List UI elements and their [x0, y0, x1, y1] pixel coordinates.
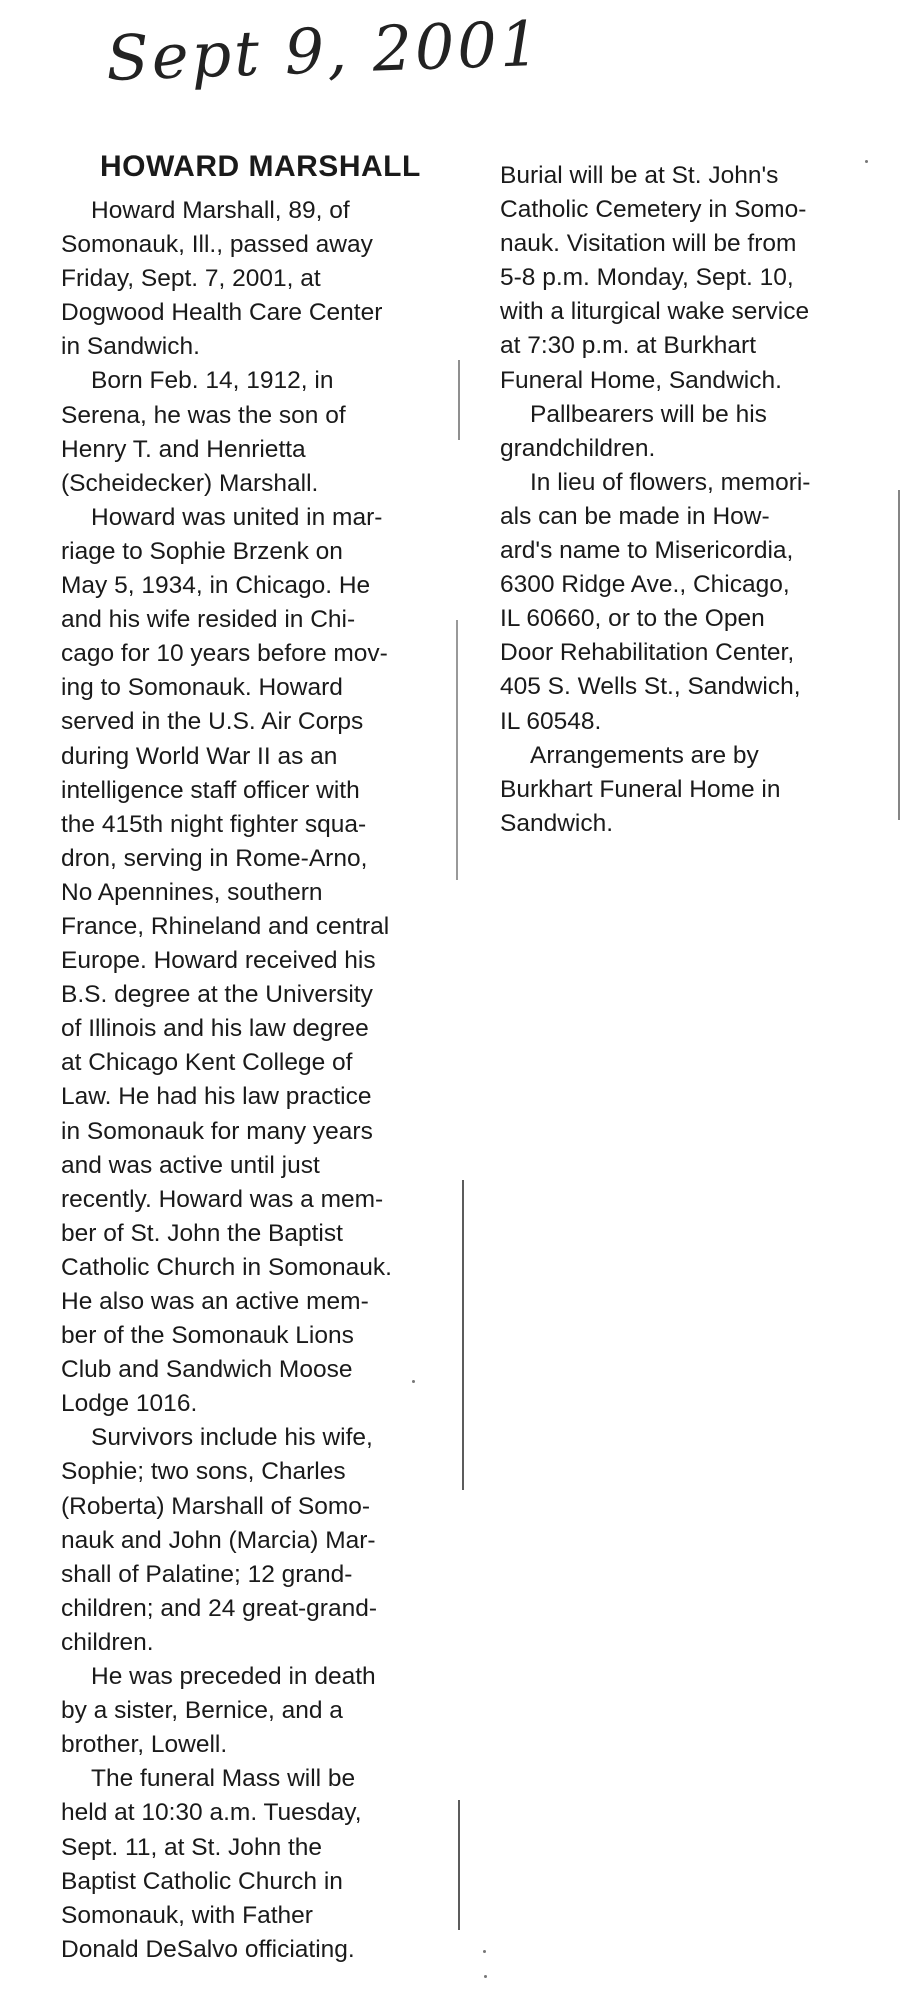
text-line: cago for 10 years before mov- — [61, 640, 388, 668]
text-line: als can be made in How- — [500, 502, 770, 530]
text-line: ard's name to Misericordia, — [500, 537, 794, 565]
column-rule — [458, 1800, 460, 1930]
text-line: the 415th night fighter squa- — [61, 810, 367, 838]
text-line: children. — [61, 1628, 154, 1656]
scan-speck — [483, 1950, 486, 1953]
text-line: Funeral Home, Sandwich. — [500, 366, 782, 394]
text-line: held at 10:30 a.m. Tuesday, — [61, 1799, 362, 1827]
text-line: IL 60548. — [500, 707, 602, 735]
text-line: Law. He had his law practice — [61, 1083, 372, 1111]
text-line: 405 S. Wells St., Sandwich, — [500, 673, 801, 701]
text-line: Catholic Church in Somonauk. — [61, 1253, 392, 1281]
left-text-column — [61, 194, 456, 1967]
scan-speck — [484, 1975, 487, 1978]
text-line: shall of Palatine; 12 grand- — [61, 1560, 353, 1588]
text-line: B.S. degree at the University — [61, 981, 373, 1009]
text-line: Somonauk, with Father — [61, 1901, 313, 1929]
text-line: Sept. 11, at St. John the — [61, 1833, 323, 1861]
text-line: Arrangements are by — [530, 741, 759, 769]
text-line: dron, serving in Rome-Arno, — [61, 844, 368, 872]
text-line: and was active until just — [61, 1151, 320, 1179]
text-line: Howard was united in mar- — [91, 503, 383, 531]
text-line: IL 60660, or to the Open — [500, 605, 765, 633]
text-line: served in the U.S. Air Corps — [61, 708, 364, 736]
handwritten-date: Sept 9, 2001 — [105, 6, 544, 95]
text-line: Sophie; two sons, Charles — [61, 1458, 346, 1486]
text-line: Club and Sandwich Moose — [61, 1356, 353, 1384]
text-line: Dogwood Health Care Center — [61, 299, 383, 327]
text-line: brother, Lowell. — [61, 1731, 228, 1759]
text-line: with a liturgical wake service — [500, 298, 810, 326]
obituary-headline: HOWARD MARSHALL — [100, 150, 421, 183]
text-line: 6300 Ridge Ave., Chicago, — [500, 571, 790, 599]
text-line: 5-8 p.m. Monday, Sept. 10, — [500, 264, 794, 292]
text-line: Serena, he was the son of — [61, 401, 346, 429]
text-line: Survivors include his wife, — [91, 1424, 373, 1452]
text-line: Catholic Cemetery in Somo- — [500, 196, 807, 224]
text-line: at 7:30 p.m. at Burkhart — [500, 332, 757, 360]
text-line: Burkhart Funeral Home in — [500, 775, 781, 803]
text-line: (Scheidecker) Marshall. — [61, 469, 319, 497]
text-line: Howard Marshall, 89, of — [91, 197, 350, 224]
text-line: ber of the Somonauk Lions — [61, 1322, 354, 1350]
text-line: Europe. Howard received his — [61, 947, 376, 975]
text-line: during World War II as an — [61, 742, 338, 770]
text-line: Pallbearers will be his — [530, 400, 767, 428]
text-line: ber of St. John the Baptist — [61, 1219, 343, 1247]
text-line: Sandwich. — [500, 809, 614, 837]
text-line: (Roberta) Marshall of Somo- — [61, 1492, 371, 1520]
text-line: and his wife resided in Chi- — [61, 606, 356, 634]
text-line: Door Rehabilitation Center, — [500, 639, 795, 667]
scan-speck — [865, 160, 868, 163]
text-line: Lodge 1016. — [61, 1390, 198, 1418]
column-rule — [898, 490, 900, 820]
text-line: No Apennines, southern — [61, 878, 323, 906]
text-line: in Somonauk for many years — [61, 1117, 373, 1145]
text-line: Friday, Sept. 7, 2001, at — [61, 265, 321, 293]
text-line: In lieu of flowers, memori- — [530, 468, 811, 496]
text-line: He also was an active mem- — [61, 1288, 369, 1315]
right-text-column — [500, 159, 880, 841]
text-line: in Sandwich. — [61, 333, 200, 361]
text-line: of Illinois and his law degree — [61, 1015, 369, 1043]
column-rule — [458, 360, 460, 440]
text-line: riage to Sophie Brzenk on — [61, 537, 343, 565]
column-rule — [456, 620, 458, 880]
text-line: The funeral Mass will be — [91, 1765, 356, 1793]
column-rule — [462, 1180, 464, 1490]
text-line: Born Feb. 14, 1912, in — [91, 367, 334, 395]
text-line: Burial will be at St. John's — [500, 162, 779, 189]
text-line: France, Rhineland and central — [61, 912, 390, 940]
text-line: nauk. Visitation will be from — [500, 230, 797, 258]
text-line: grandchildren. — [500, 434, 656, 462]
text-line: by a sister, Bernice, and a — [61, 1697, 343, 1725]
text-line: Henry T. and Henrietta — [61, 435, 306, 463]
text-line: intelligence staff officer with — [61, 776, 360, 804]
text-line: Donald DeSalvo officiating. — [61, 1935, 355, 1963]
text-line: ing to Somonauk. Howard — [61, 674, 343, 702]
text-line: children; and 24 great-grand- — [61, 1594, 377, 1622]
text-line: nauk and John (Marcia) Mar- — [61, 1526, 376, 1554]
text-line: Baptist Catholic Church in — [61, 1867, 343, 1895]
text-line: recently. Howard was a mem- — [61, 1185, 384, 1213]
text-line: Somonauk, Ill., passed away — [61, 231, 373, 259]
text-line: May 5, 1934, in Chicago. He — [61, 572, 371, 600]
scan-speck — [412, 1380, 415, 1383]
text-line: He was preceded in death — [91, 1663, 376, 1691]
text-line: at Chicago Kent College of — [61, 1049, 353, 1077]
